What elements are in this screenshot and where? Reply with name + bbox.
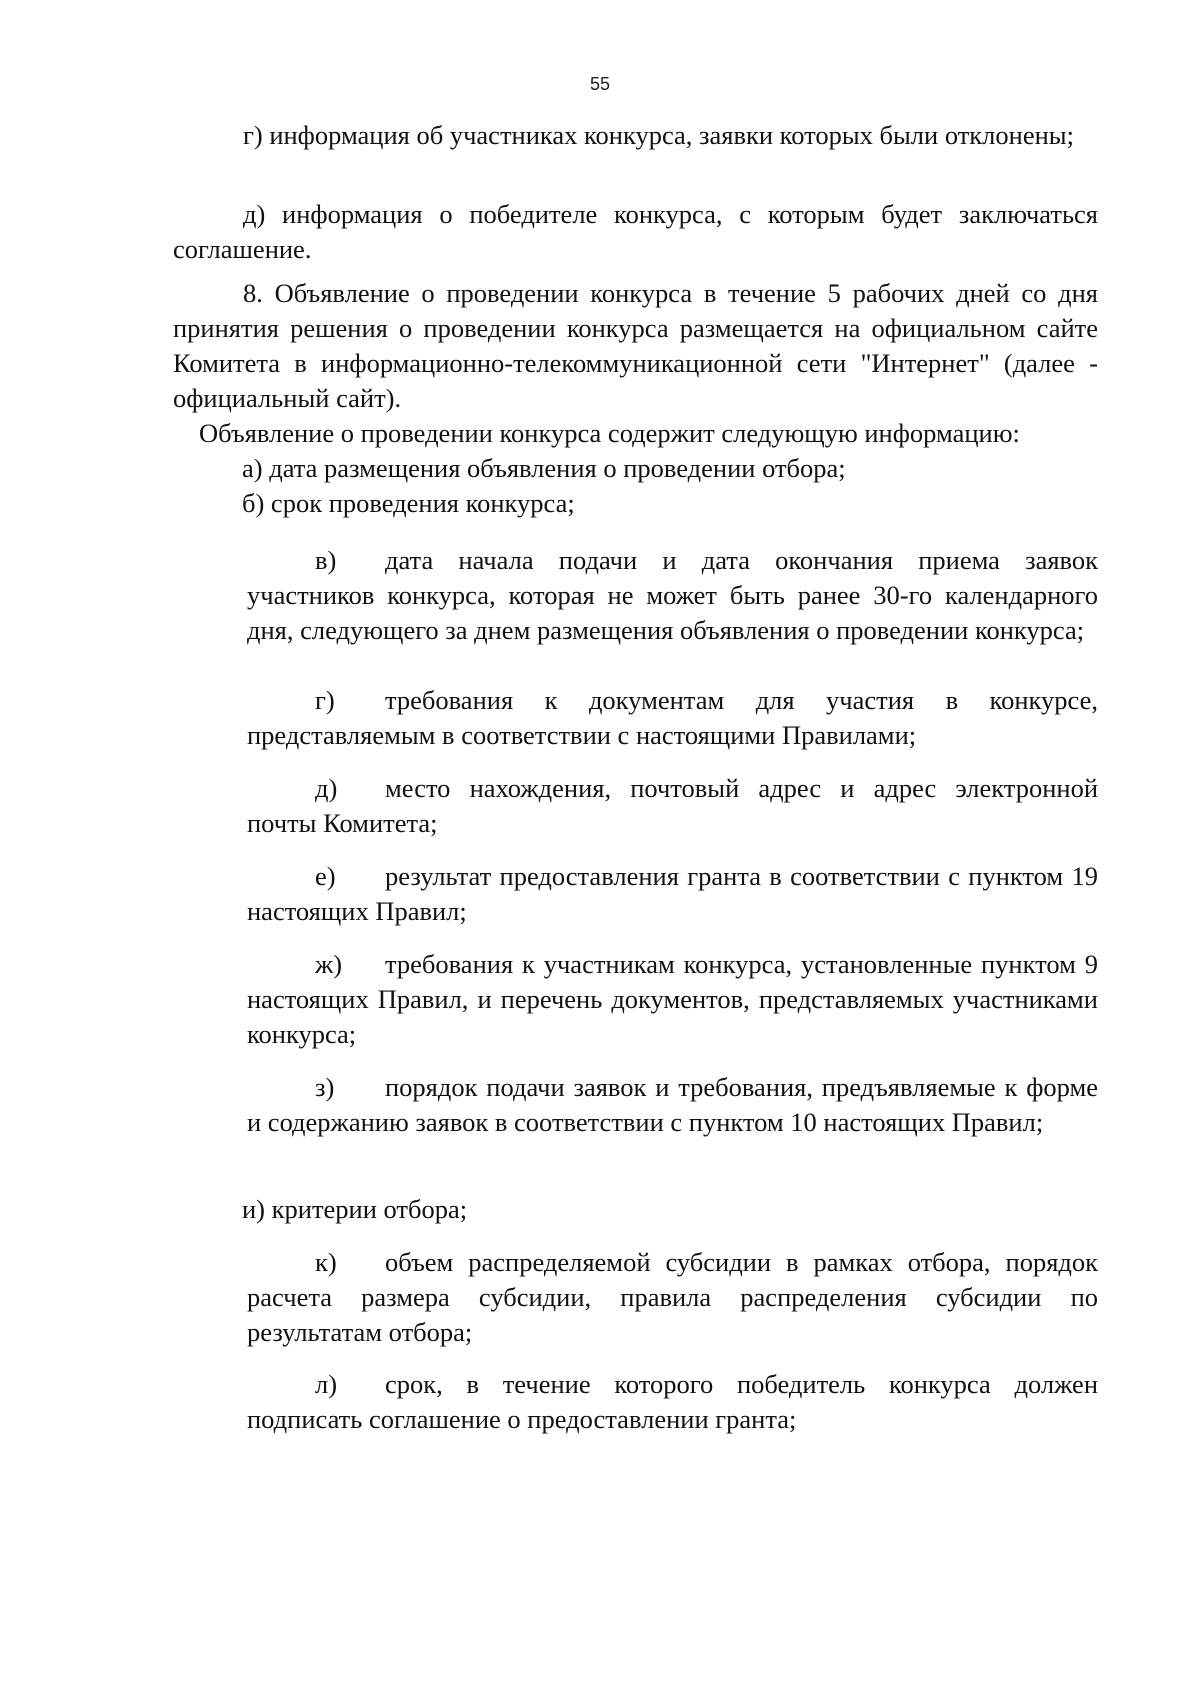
list-item-a: а) дата размещения объявления о проведении отбора; bbox=[242, 453, 846, 483]
list-marker: з) bbox=[315, 1072, 335, 1102]
paragraph-g-rejected-participants: г) информация об участниках конкурса, заявки которых были отклонены; bbox=[243, 120, 1074, 150]
list-item-i: и) критерии отбора; bbox=[242, 1194, 468, 1224]
list-marker: е) bbox=[315, 861, 336, 891]
list-marker: г) bbox=[315, 685, 335, 715]
list-item-text: результат предоставления гранта в соответствии с пунктом 19 настоящих Правил; bbox=[247, 861, 1098, 926]
list-item-v bbox=[247, 543, 1098, 648]
list-marker: в) bbox=[315, 545, 337, 575]
list-item-zh bbox=[247, 947, 1098, 1052]
list-item-text: требования к участникам конкурса, установленные пунктом 9 настоящих Правил, и перечень документов, представляемых участниками конкурса; bbox=[247, 949, 1098, 1049]
list-item-z bbox=[247, 1070, 1098, 1140]
list-item-text: требования к документам для участия в конкурсе, представляемым в соответствии с настоящими Правилами; bbox=[247, 685, 1098, 750]
list-item-text: порядок подачи заявок и требования, предъявляемые к форме и содержанию заявок в соответствии с пунктом 10 настоящих Правил; bbox=[247, 1072, 1098, 1137]
list-item-g bbox=[247, 683, 1098, 753]
list-item-k bbox=[247, 1245, 1098, 1350]
paragraph-d-winner: д) информация о победителе конкурса, с которым будет заключаться соглашение. bbox=[173, 199, 1098, 264]
list-item-text: срок, в течение которого победитель конкурса должен подписать соглашение о предоставлении гранта; bbox=[247, 1369, 1098, 1434]
paragraph-8-announcement: 8. Объявление о проведении конкурса в течение 5 рабочих дней со дня принятия решения о проведении конкурса размещается на официальном сайте Комитета в информационно-телекоммуникационной сети "Интернет" (далее - официальный сайт). bbox=[173, 278, 1098, 413]
list-marker: л) bbox=[315, 1369, 338, 1399]
list-marker: д) bbox=[315, 773, 338, 803]
list-item-b: б) срок проведения конкурса; bbox=[242, 488, 575, 518]
list-item-text: объем распределяемой субсидии в рамках отбора, порядок расчета размера субсидии, правила распределения субсидии по результатам отбора; bbox=[247, 1247, 1098, 1347]
list-item-text: дата начала подачи и дата окончания приема заявок участников конкурса, которая не может быть ранее 30-го календарного дня, следующего за днем размещения объявления о проведении конкурса; bbox=[247, 545, 1098, 645]
list-item-d bbox=[247, 771, 1098, 841]
paragraph-announcement-intro: Объявление о проведении конкурса содержит следующую информацию: bbox=[199, 418, 1020, 448]
list-item-text: место нахождения, почтовый адрес и адрес электронной почты Комитета; bbox=[247, 773, 1098, 838]
page-number: 55 bbox=[589, 74, 611, 94]
list-item-e bbox=[247, 859, 1098, 929]
list-item-l bbox=[247, 1367, 1098, 1437]
list-marker: к) bbox=[315, 1247, 337, 1277]
list-marker: ж) bbox=[315, 949, 343, 979]
